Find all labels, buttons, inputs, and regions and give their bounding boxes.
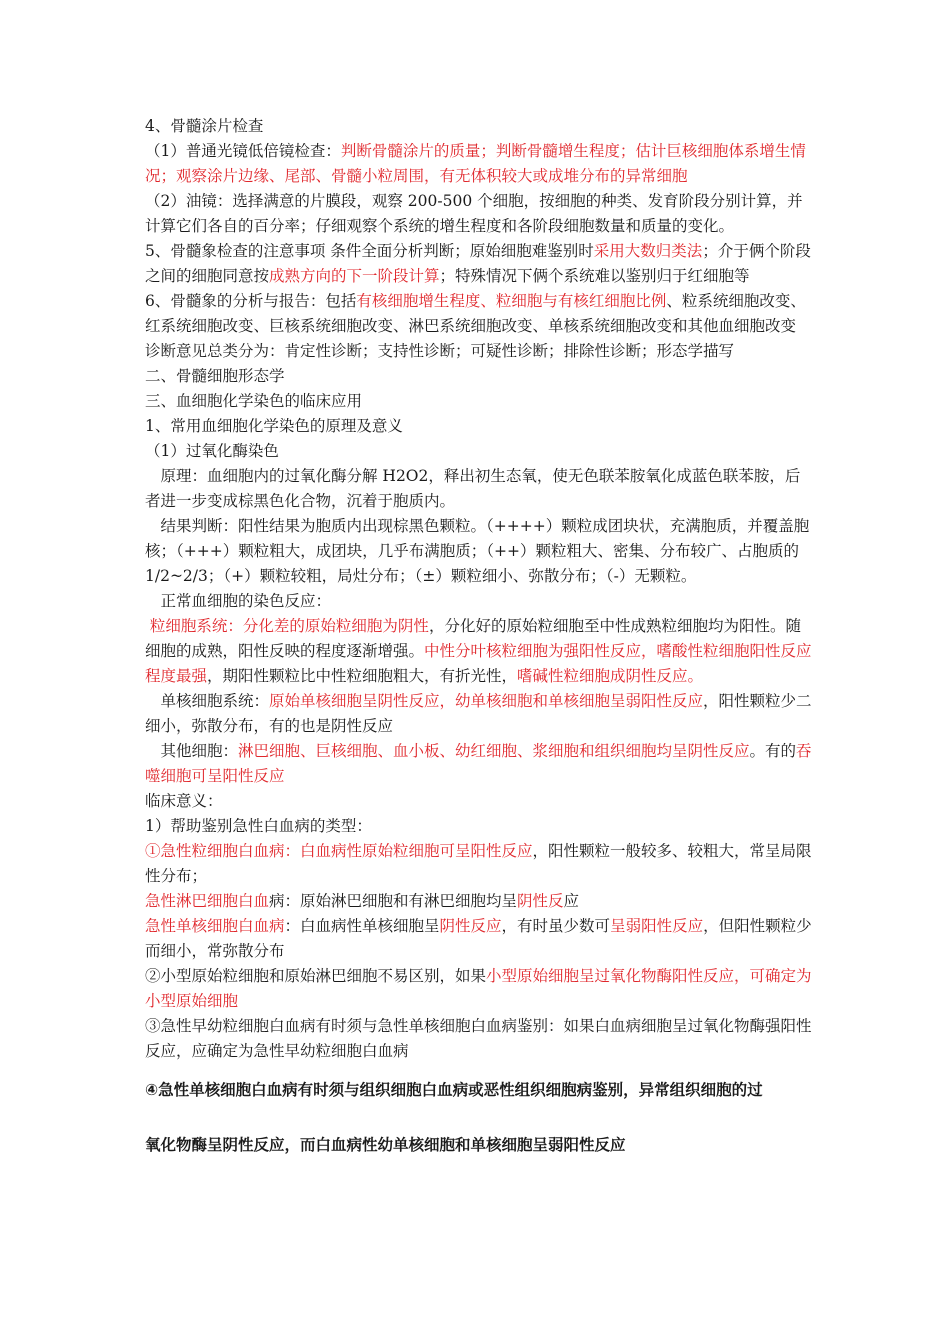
highlighted-text: 淋巴细胞、巨核细胞、血小板、幼红细胞、浆细胞和组织细胞均呈阴性反应 [238, 742, 750, 760]
text-segment: 1）帮助鉴别急性白血病的类型： [145, 817, 372, 835]
paragraph [145, 464, 813, 514]
text-segment: 临床意义： [145, 792, 223, 810]
paragraph [145, 589, 813, 614]
highlighted-text: 原始单核细胞呈阴性反应，幼单核细胞和单核细胞呈弱阳性反应 [269, 692, 704, 710]
text-segment: ，阳性颗粒少二细小，弥散分布，有的也是阴性反应 [145, 692, 812, 735]
highlighted-text: 急性单核细胞白血病 [145, 917, 285, 935]
text-segment: ，期阳性颗粒比中性粒细胞粗大，有折光性， [207, 667, 518, 685]
text-segment: ；介于俩个阶段之间的细胞同意按 [145, 242, 811, 285]
highlighted-text: 判断骨髓涂片的质量；判断骨髓增生程度；估计巨核细胞体系增生情况；观察涂片边缘、尾部、骨髓小粒周围，有无体积较大或成堆分布的异常细胞 [145, 142, 806, 185]
text-segment: （1）过氧化酶染色 [145, 442, 279, 460]
paragraph [145, 789, 813, 814]
paragraph [145, 839, 813, 889]
text-segment: （1）普通光镜低倍镜检查： [145, 142, 341, 160]
text-segment: ：白血病性单核细胞呈 [284, 917, 440, 935]
text-segment: 其他细胞： [145, 742, 239, 760]
document-body [145, 114, 813, 1064]
text-segment: 诊断意见总类分为：肯定性诊断；支持性诊断；可疑性诊断；排除性诊断；形态学描写 [145, 342, 735, 360]
text-segment: ；特殊情况下俩个系统难以鉴别归于红细胞等 [439, 267, 750, 285]
highlighted-text: 小型原始细胞呈过氧化物酶阳性反应，可确定为小型原始细胞 [145, 967, 812, 1010]
text-segment: ，但阳性颗粒少而细小，常弥散分布 [145, 917, 812, 960]
text-segment: 三、血细胞化学染色的临床应用 [145, 392, 363, 410]
text-segment: 。有的 [749, 742, 797, 760]
paragraph [145, 239, 813, 289]
paragraph [145, 114, 813, 139]
text-segment: ，阳性颗粒一般较多、较粗大，常呈局限性分布； [145, 842, 812, 885]
text-segment: ③急性早幼粒细胞白血病有时须与急性单核细胞白血病鉴别：如果白血病细胞呈过氧化物酶强阳性反应，应确定为急性早幼粒细胞白血病 [145, 1017, 812, 1060]
paragraph [145, 339, 813, 364]
paragraph [145, 389, 813, 414]
highlighted-text: ①急性粒细胞白血病：白血病性原始粒细胞可呈阳性反应 [145, 842, 533, 860]
paragraph [145, 414, 813, 439]
highlighted-text: 呈弱阳性反应 [610, 917, 704, 935]
text-segment: 原理：血细胞内的过氧化酶分解 H2O2，释出初生态氧，使无色联苯胺氧化成蓝色联苯胺，后者进一步变成棕黑色化合物，沉着于胞质内。 [145, 467, 801, 510]
paragraph [145, 814, 813, 839]
highlighted-text: 成熟方向的下一阶段计算 [269, 267, 440, 285]
highlighted-text: 急性淋巴细胞白血 [145, 892, 270, 910]
paragraph [145, 964, 813, 1014]
closing-line-2: 氧化物酶呈阴性反应，而白血病性幼单核细胞和单核细胞呈弱阳性反应 [145, 1136, 626, 1154]
text-segment: ，分化好的原始粒细胞至中性成熟粒细胞均为阳性。随细胞的成熟，阳性反映的程度逐渐增强。 [145, 617, 801, 660]
paragraph [145, 1014, 813, 1064]
highlighted-text: 有核细胞增生程度、粒细胞与有核红细胞比例 [356, 292, 667, 310]
highlighted-text: 中性分叶核粒细胞为强阳性反应，嗜酸性粒细胞阳性反应程度最强 [145, 642, 812, 685]
paragraph [145, 289, 813, 339]
text-segment: 4、骨髓涂片检查 [145, 117, 264, 135]
paragraph [145, 514, 813, 589]
text-segment: ②小型原始粒细胞和原始淋巴细胞不易区别，如果 [145, 967, 487, 985]
text-segment: 、粒系统细胞改变、红系统细胞改变、巨核系统细胞改变、淋巴系统细胞改变、单核系统细胞改变和其他血细胞改变 [145, 292, 806, 335]
text-segment: 结果判断：阳性结果为胞质内出现棕黑色颗粒。（++++）颗粒成团块状，充满胞质，并覆盖胞核；（+++）颗粒粗大，成团块，几乎布满胞质；（++）颗粒粗大、密集、分布较广、占胞质的 1/2~2/3；（+）颗粒较粗，局灶分布；（±）颗粒细小、弥散分布；（-）无颗粒。 [145, 517, 810, 585]
paragraph [145, 689, 813, 739]
text-segment: 1、常用血细胞化学染色的原理及意义 [145, 417, 403, 435]
text-segment: （2）油镜：选择满意的片膜段，观察 200-500 个细胞，按细胞的种类、发育阶段分别计算，并计算它们各自的百分率；仔细观察个系统的增生程度和各阶段细胞数量和质量的变化。 [145, 192, 803, 235]
text-segment: 二、骨髓细胞形态学 [145, 367, 285, 385]
text-segment: 5、骨髓象检查的注意事项 条件全面分析判断；原始细胞难鉴别时 [145, 242, 594, 260]
highlighted-text: 采用大数归类法 [593, 242, 703, 260]
text-segment: 病：原始淋巴细胞和有淋巴细胞均呈 [269, 892, 518, 910]
paragraph [145, 739, 813, 789]
highlighted-text: 粒细胞系统：分化差的原始粒细胞为阴性 [145, 617, 429, 635]
paragraph [145, 614, 813, 689]
text-segment: 正常血细胞的染色反应： [145, 592, 332, 610]
paragraph [145, 364, 813, 389]
paragraph [145, 439, 813, 464]
highlighted-text: 吞噬细胞可呈阳性反应 [145, 742, 812, 785]
highlighted-text: 嗜碱性粒细胞成阴性反应。 [517, 667, 704, 685]
text-segment: 应 [563, 892, 580, 910]
highlighted-text: 阴性反应 [439, 917, 502, 935]
highlighted-text: 阴性反 [517, 892, 564, 910]
text-segment: ，有时虽少数可 [501, 917, 611, 935]
paragraph [145, 914, 813, 964]
text-segment: 6、骨髓象的分析与报告：包括 [145, 292, 357, 310]
document-page [145, 114, 813, 1158]
paragraph [145, 889, 813, 914]
paragraph [145, 189, 813, 239]
closing-line-1: ④急性单核细胞白血病有时须与组织细胞白血病或恶性组织细胞病鉴别，异常组织细胞的过 [145, 1081, 763, 1099]
paragraph [145, 139, 813, 189]
text-segment: 单核细胞系统： [145, 692, 270, 710]
